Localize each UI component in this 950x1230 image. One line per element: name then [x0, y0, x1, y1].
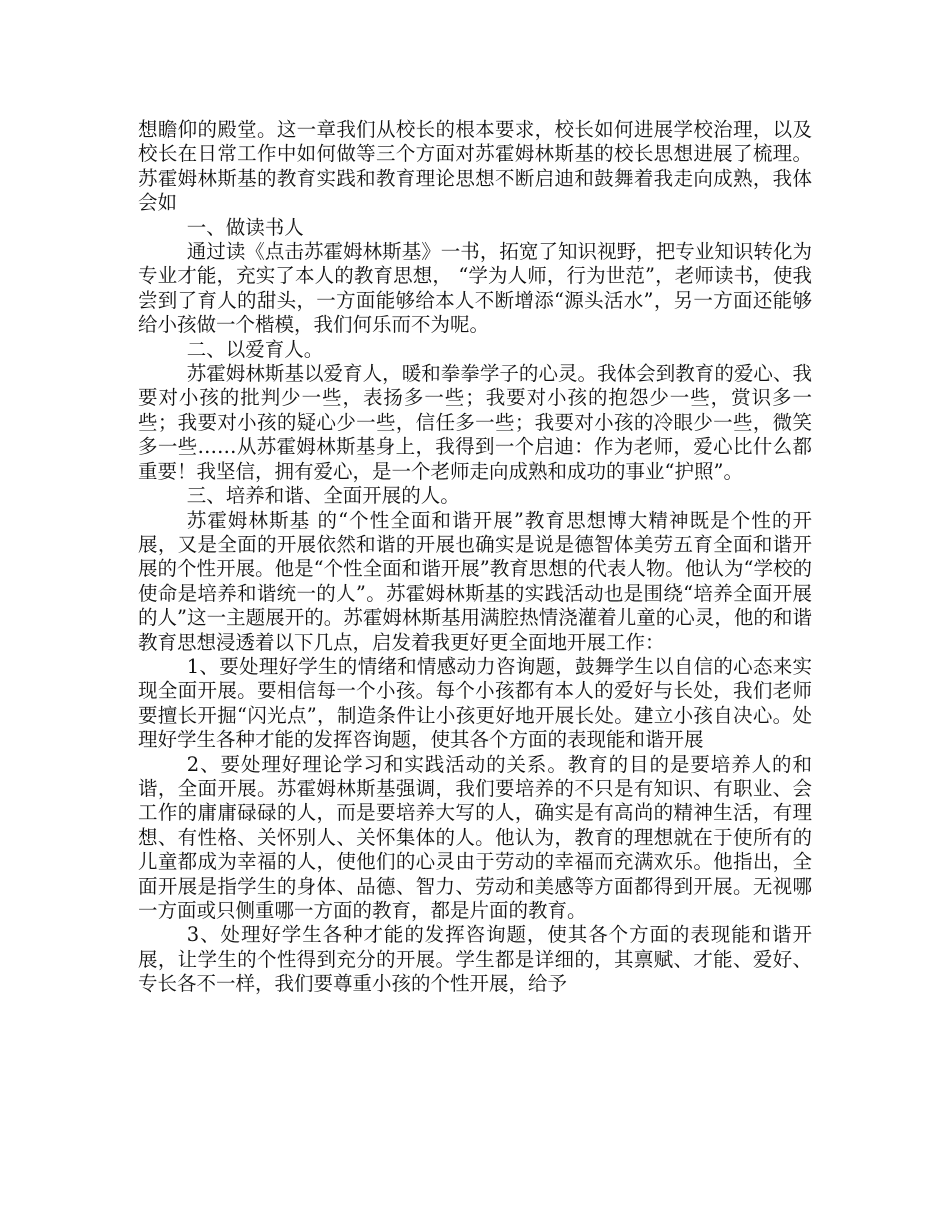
paragraph-intro: 想瞻仰的殿堂。这一章我们从校长的根本要求，校长如何进展学校治理，以及校长在日常工作中如何做等三个方面对苏霍姆林斯基的校长思想进展了梳理。苏霍姆林斯基的教育实践和教育理论思想不断启迪和鼓舞着我走向成熟，我体会如	[138, 118, 812, 215]
paragraph-point-2: 2、要处理好理论学习和实践活动的关系。教育的目的是要培养人的和谐，全面开展。苏霍姆林斯基强调，我们要培养的不只是有知识、有职业、会工作的庸庸碌碌的人，而是要培养大写的人，确实是有高尚的精神生活，有理想、有性格、关怀别人、关怀集体的人。他认为，教育的理想就在于使所有的儿童都成为幸福的人，使他们的心灵由于劳动的幸福而充满欢乐。他指出，全面开展是指学生的身体、品德、智力、劳动和美感等方面都得到开展。无视哪一方面或只侧重哪一方面的教育，都是片面的教育。	[138, 752, 812, 922]
paragraph-love-education: 苏霍姆林斯基以爱育人，暖和拳拳学子的心灵。我体会到教育的爱心、我要对小孩的批判少一些，表扬多一些；我要对小孩的抱怨少一些，赏识多一些；我要对小孩的疑心少一些，信任多一些；我要对小孩的冷眼少一些，微笑多一些……从苏霍姆林斯基身上，我得到一个启迪：作为老师，爱心比什么都重要！我坚信，拥有爱心，是一个老师走向成熟和成功的事业“护照”。	[138, 362, 812, 483]
section-heading-love-education: 二、以爱育人。	[186, 337, 324, 361]
section-heading-harmonious-development: 三、培养和谐、全面开展的人。	[186, 484, 460, 508]
paragraph-read-books: 通过读《点击苏霍姆林斯基》一书，拓宽了知识视野，把专业知识转化为专业才能，充实了本人的教育思想， “学为人师，行为世范”，老师读书，使我尝到了育人的甜头，一方面能够给本人不断增添“源头活水”，另一方面还能够给小孩做一个楷模，我们何乐而不为呢。	[138, 240, 812, 337]
document-page	[138, 118, 812, 997]
paragraph-point-3: 3、处理好学生各种才能的发挥咨询题，使其各个方面的表现能和谐开展，让学生的个性得到充分的开展。学生都是详细的，其禀赋、才能、爱好、专长各不一样，我们要尊重小孩的个性开展，给予	[138, 923, 812, 996]
paragraph-harmonious-development: 苏霍姆林斯基 的“个性全面和谐开展”教育思想博大精神既是个性的开展，又是全面的开展依然和谐的开展也确实是说是德智体美劳五育全面和谐开展的个性开展。他是“个性全面和谐开展”教育思想的代表人物。他认为“学校的使命是培养和谐统一的人”。苏霍姆林斯基的实践活动也是围绕“培养全面开展的人”这一主题展开的。苏霍姆林斯基用满腔热情浇灌着儿童的心灵，他的和谐教育思想浸透着以下几点，启发着我更好更全面地开展工作：	[138, 508, 812, 654]
section-heading-read-books: 一、做读书人	[186, 215, 304, 239]
paragraph-point-1: 1、要处理好学生的情绪和情感动力咨询题，鼓舞学生以自信的心态来实现全面开展。要相信每一个小孩。每个小孩都有本人的爱好与长处，我们老师要擅长开掘“闪光点”，制造条件让小孩更好地开展长处。建立小孩自决心。处理好学生各种才能的发挥咨询题，使其各个方面的表现能和谐开展	[138, 654, 812, 752]
